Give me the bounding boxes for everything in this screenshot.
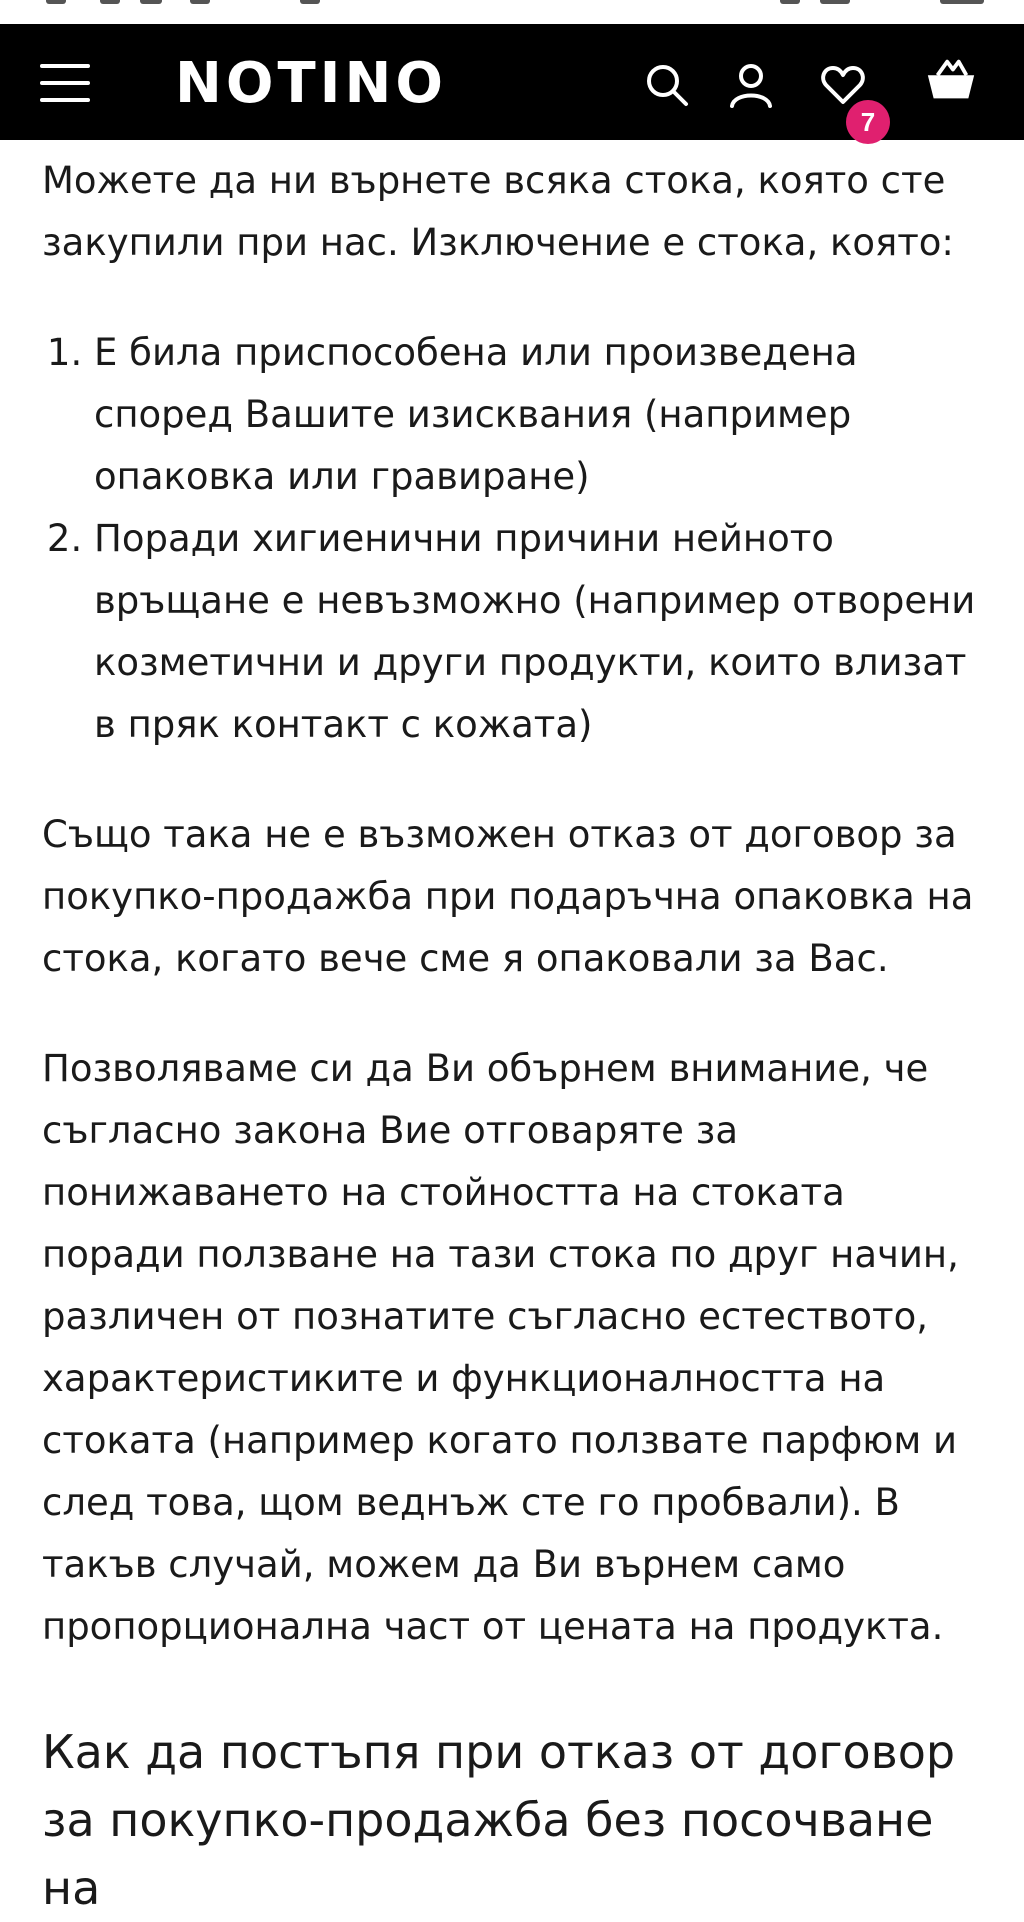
list-item: 2. Поради хигиенични причини нейното връщане е невъзможно (например отворени козметични и други продукти, които влизат в пряк контакт с кожата): [94, 508, 992, 756]
basket-button[interactable]: [924, 54, 980, 110]
battery-icon: [940, 0, 984, 4]
account-button[interactable]: [724, 58, 778, 112]
search-button[interactable]: [640, 58, 694, 112]
basket-icon: [924, 54, 978, 108]
list-item: 1. Е била приспособена или произведена според Вашите изисквания (например опаковка или гравиране): [94, 322, 992, 508]
section-heading: Как да постъпя при отказ от договор за покупко-продажба без посочване на: [42, 1725, 956, 1915]
account-icon: [724, 58, 778, 112]
site-header: [0, 24, 1024, 140]
menu-icon-bar: [40, 98, 90, 102]
status-bar: [0, 0, 1024, 24]
status-icon: [140, 0, 162, 4]
status-icon: [780, 0, 800, 4]
exceptions-list: [42, 322, 992, 756]
gift-wrap-paragraph: Също така не е възможен отказ от договор за покупко-продажба при подаръчна опаковка на стока, когато вече сме я опаковали за Вас.: [42, 813, 974, 980]
liability-paragraph: Позволяваме си да Ви обърнем внимание, че съгласно закона Вие отговаряте за понижаването на стойността на стоката поради ползване на тази стока по друг начин, различен от познатите съгласно естеството, характеристиките и функционалността на стоката (например когато ползвате парфюм и след това, щом веднъж сте го пробвали). В такъв случай, можем да Ви върнем само пропорционална част от цената на продукта.: [42, 1047, 959, 1648]
status-icon: [46, 0, 66, 4]
status-icon: [300, 0, 320, 4]
intro-paragraph: Можете да ни върнете всяка стока, която сте закупили при нас. Изключение е стока, която:: [42, 159, 954, 264]
menu-icon-bar: [40, 81, 90, 85]
menu-icon-bar: [40, 64, 90, 68]
signal-icon: [820, 0, 850, 4]
site-logo[interactable]: NOTINO: [175, 51, 447, 116]
status-icon: [190, 0, 210, 4]
article-content: [42, 150, 992, 1922]
status-icon: [100, 0, 120, 4]
wishlist-count-badge: 7: [846, 100, 890, 144]
menu-button[interactable]: [40, 64, 90, 102]
search-icon: [640, 58, 694, 112]
